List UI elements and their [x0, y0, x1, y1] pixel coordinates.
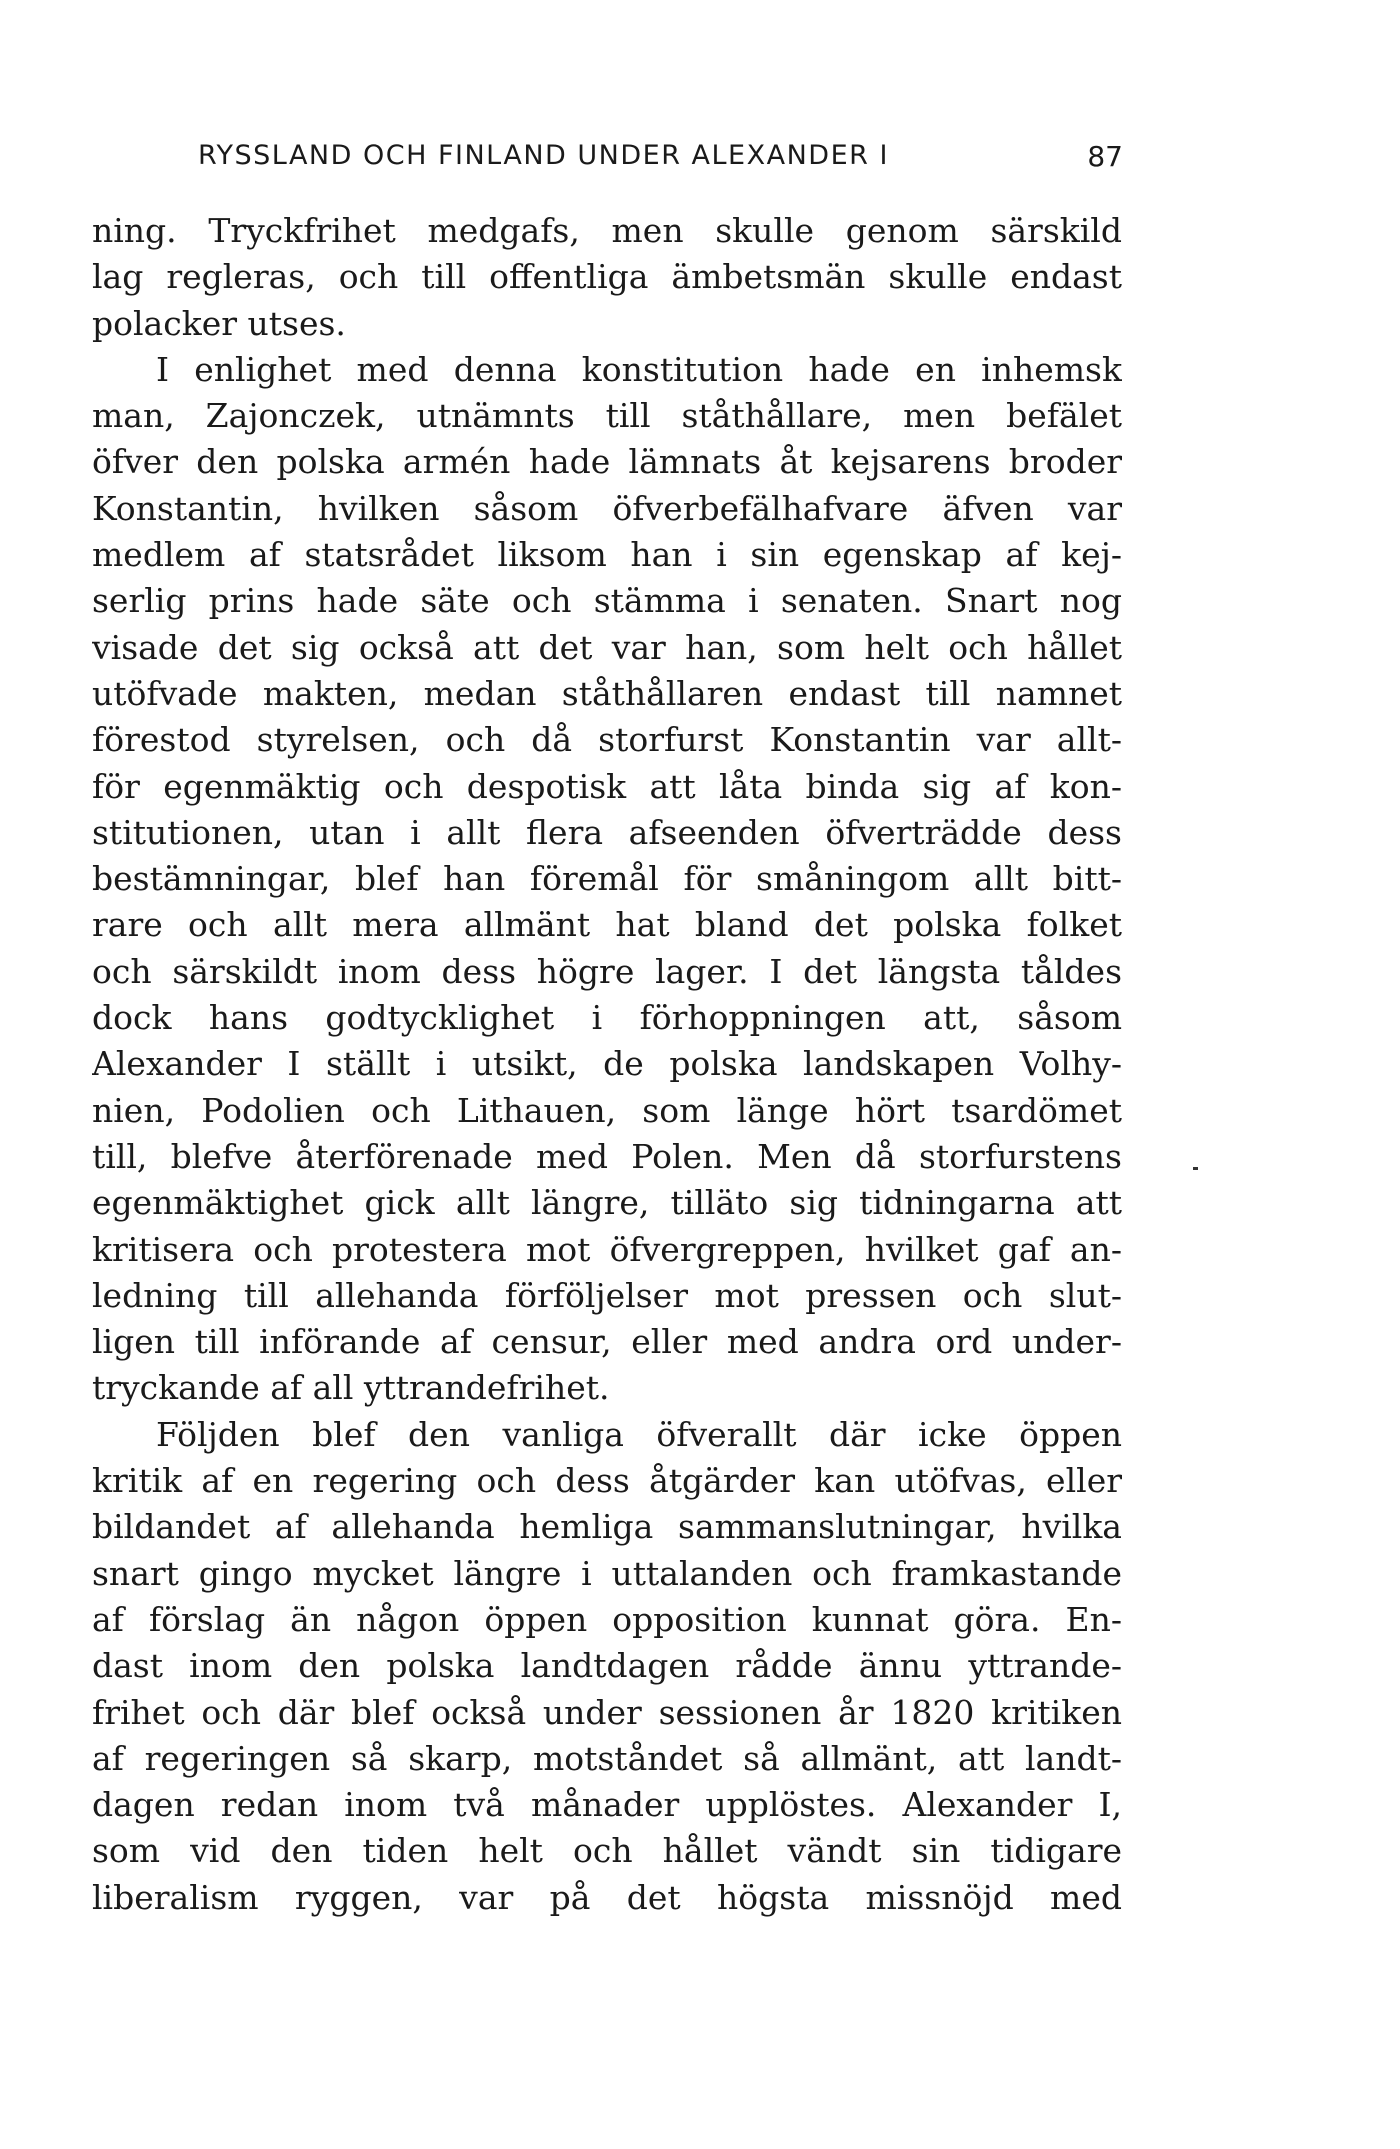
text-line: ning. Tryckfrihet medgafs, men skulle genom särskild [92, 211, 1122, 250]
text-line: som vid den tiden helt och hållet vändt sin tidigare [92, 1831, 1122, 1871]
text-line: för egenmäktig och despotisk att låta binda sig af kon- [92, 766, 1122, 806]
text-line: tryckande af all yttrandefrihet. [92, 1368, 610, 1408]
text-line: lag regleras, och till offentliga ämbetsmän skulle endast [92, 257, 1122, 297]
text-line: dast inom den polska landtdagen rådde ännu yttrande- [92, 1646, 1122, 1686]
text-line: liberalism ryggen, var på det högsta missnöjd med [92, 1877, 1122, 1917]
text-line: och särskildt inom dess högre lager. I det längsta tåldes [92, 951, 1122, 991]
text-line: man, Zajonczek, utnämnts till ståthållare, men befälet [92, 396, 1122, 436]
text-line: frihet och där blef också under sessionen år 1820 kritiken [92, 1692, 1122, 1732]
margin-mark [1193, 1167, 1198, 1170]
text-line: snart gingo mycket längre i uttalanden och framkastande [92, 1553, 1122, 1593]
text-line: ligen till införande af censur, eller med andra ord under- [92, 1322, 1122, 1362]
text-line: öfver den polska armén hade lämnats åt kejsarens broder [92, 442, 1122, 482]
text-line: stitutionen, utan i allt flera afseenden öfverträdde dess [92, 812, 1122, 852]
body-text [92, 208, 1122, 1921]
page-number: 87 [1087, 140, 1123, 173]
running-title: RYSSLAND OCH FINLAND UNDER ALEXANDER I [198, 140, 889, 171]
text-line: Alexander I ställt i utsikt, de polska landskapen Volhy- [92, 1044, 1122, 1084]
text-line: visade det sig också att det var han, som helt och hållet [92, 627, 1122, 667]
text-line: rare och allt mera allmänt hat bland det polska folket [92, 905, 1122, 945]
text-line: af regeringen så skarp, motståndet så allmänt, att landt- [92, 1738, 1122, 1778]
text-line: kritik af en regering och dess åtgärder kan utöfvas, eller [92, 1461, 1122, 1501]
text-line: I enlighet med denna konstitution hade en inhemsk [156, 349, 1122, 389]
text-line: ledning till allehanda förföljelser mot pressen och slut- [92, 1275, 1122, 1315]
text-line: af förslag än någon öppen opposition kunnat göra. En- [92, 1599, 1122, 1639]
text-line: bildandet af allehanda hemliga sammanslutningar, hvilka [92, 1507, 1122, 1547]
text-line: serlig prins hade säte och stämma i senaten. Snart nog [92, 581, 1122, 621]
text-line: egenmäktighet gick allt längre, tilläto sig tidningarna att [92, 1183, 1122, 1223]
running-head [198, 140, 1123, 180]
text-line: Konstantin, hvilken såsom öfverbefälhafvare äfven var [92, 488, 1122, 528]
text-line: Följden blef den vanliga öfverallt där icke öppen [156, 1414, 1122, 1454]
text-line: kritisera och protestera mot öfvergreppen, hvilket gaf an- [92, 1229, 1122, 1269]
text-line: nien, Podolien och Lithauen, som länge hört tsardömet [92, 1090, 1122, 1130]
text-line: utöfvade makten, medan ståthållaren endast till namnet [92, 673, 1122, 713]
text-line: polacker utses. [92, 303, 346, 343]
text-line: medlem af statsrådet liksom han i sin egenskap af kej- [92, 535, 1122, 575]
text-line: dagen redan inom två månader upplöstes. Alexander I, [92, 1785, 1122, 1825]
text-line: till, blefve återförenade med Polen. Men då storfurstens [92, 1136, 1122, 1176]
text-line: förestod styrelsen, och då storfurst Konstantin var allt- [92, 720, 1122, 760]
text-line: dock hans godtycklighet i förhoppningen att, såsom [92, 998, 1122, 1038]
text-line: bestämningar, blef han föremål för småningom allt bitt- [92, 859, 1122, 899]
